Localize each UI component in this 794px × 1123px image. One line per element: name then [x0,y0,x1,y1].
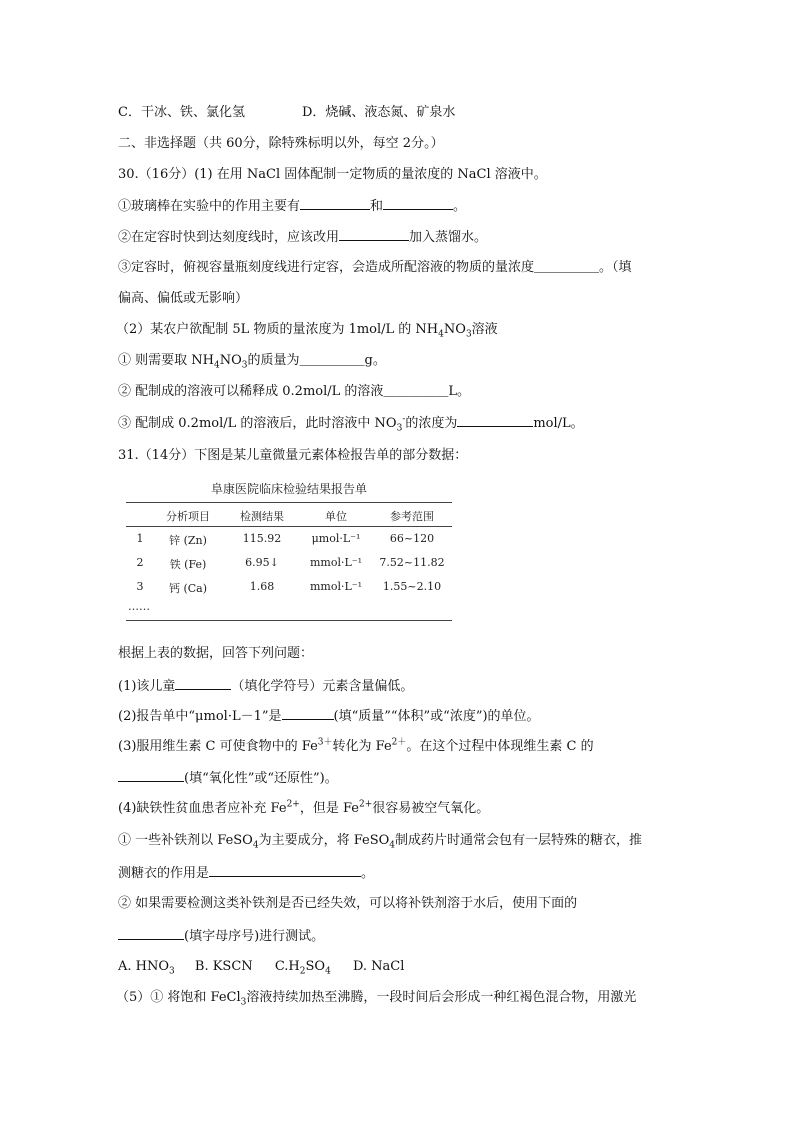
question-31-2: (2)报告单中“μmol·L－1”是 (填“质量”“体积”或“浓度”)的单位。 [118,709,540,724]
header-result: 检测结果 [240,510,284,523]
question-31-5: （5）① 将饱和 FeCl$_3$溶液持续加热至沸腾，一段时间后会形成一种红褐色混合物，用激光 [116,990,637,1008]
question-30-2-3: ③ 配制成 0.2mol/L 的溶液后，此时溶液中 $NO_3^-$的浓度为 mol/L。 [118,414,584,434]
question-31-3: (3)服用维生素 C 可使食物中的 $Fe^{3+}$转化为 $Fe^{2+}$。在这个过程中体现维生素 C 的 [118,737,594,754]
question-30-2-2: ② 配制成的溶液可以稀释成 0.2mol/L 的溶液＿＿＿＿＿L。 [118,384,471,399]
choice-a[interactable]: A. $HNO_3$ [118,959,175,977]
header-unit: 单位 [325,510,347,523]
row-no: 2 [136,556,144,569]
question-30-1-3: ③定容时，俯视容量瓶刻度线进行定容，会造成所配溶液的物质的量浓度＿＿＿＿＿。（填 [118,260,632,275]
row-no: 3 [136,580,144,593]
row-unit: μmol·L⁻¹ [311,532,361,545]
answer-blank[interactable] [457,414,533,427]
row-result: 115.92 [242,532,282,545]
choice-d[interactable]: D. NaCl [352,959,405,974]
row-item: 铁 (Fe) [169,558,207,571]
question-30-intro: 30.（16分）(1) 在用 NaCl 固体配制一定物质的量浓度的 NaCl 溶液中。 [118,167,547,182]
answer-blank[interactable] [118,927,184,940]
answer-blank[interactable] [383,197,453,210]
question-31-4: (4)缺铁性贫血患者应补充 $Fe^{2+}$，但是 $Fe^{2+}$很容易被空气氧化。 [118,799,490,816]
question-31-4-2-cont: (填字母序号)进行测试。 [118,927,324,946]
answer-blank[interactable] [175,677,231,690]
row-range: 1.55~2.10 [382,580,442,593]
question-30-1-1: ①玻璃棒在实验中的作用主要有 和 。 [118,199,467,214]
question-30-1-3-cont: 偏高、偏低或无影响） [118,291,249,306]
choice-c[interactable]: $C.H_2SO_4$ [274,959,331,977]
option-c: C．干冰、铁、氯化氢 [118,105,245,120]
question-30-2-1: ① 则需要取 $NH_4NO_3$的质量为＿＿＿＿＿g。 [118,353,386,371]
question-31-3-cont: (填“氧化性”或“还原性”)。 [118,769,338,788]
report-title: 阜康医院临床检验结果报告单 [210,482,367,496]
choice-b[interactable]: B. KSCN [194,959,253,974]
answer-blank[interactable] [339,228,409,241]
header-range: 参考范围 [390,510,434,523]
question-30-2-intro: （2）某农户欲配制 5L 物质的量浓度为 1mol/L 的 $NH_4NO_3$溶液 [116,322,498,340]
answer-blank[interactable] [300,197,370,210]
section-heading: 二、非选择题（共 60分，除特殊标明以外，每空 2分。） [118,136,444,151]
answer-choices [118,958,404,976]
table-header-rule [126,526,452,527]
option-d: D．烧碱、液态氮、矿泉水 [302,105,456,120]
answer-blank[interactable] [282,707,334,720]
question-30-1-2: ②在定容时快到达刻度线时，应该改用 加入蒸馏水。 [118,230,488,245]
row-result: 1.68 [249,580,275,593]
row-unit: mmol·L⁻¹ [309,580,363,593]
header-item: 分析项目 [166,510,210,523]
row-range: 66~120 [389,532,435,545]
question-31-1: (1)该儿童 （填化学符号）元素含量偏低。 [118,679,414,694]
table-top-rule [126,502,452,503]
question-31-4-1: ① 一些补铁剂以 FeSO$_4$为主要成分，将 FeSO$_4$制成药片时通常会包有一层特殊的糖衣，推 [118,833,643,851]
row-ellipsis: …… [128,600,150,613]
row-item: 钙 (Ca) [168,582,208,595]
row-range: 7.52~11.82 [379,556,445,569]
lab-report-table [126,478,452,624]
question-31-intro: 31.（14分）下图是某儿童微量元素体检报告单的部分数据： [118,448,468,463]
answer-blank[interactable] [209,864,361,877]
question-31-4-1-cont: 测糖衣的作用是 。 [118,866,375,881]
table-bottom-rule [126,620,452,621]
row-no: 1 [136,532,144,545]
question-31-4-2: ② 如果需要检测这类补铁剂是否已经失效，可以将补铁剂溶于水后，使用下面的 [118,896,578,911]
row-result: 6.95↓ [245,556,279,569]
row-item: 锌 (Zn) [169,534,207,547]
answer-blank[interactable] [118,769,184,782]
row-unit: mmol·L⁻¹ [309,556,363,569]
question-31-prompt: 根据上表的数据，回答下列问题： [118,646,314,661]
